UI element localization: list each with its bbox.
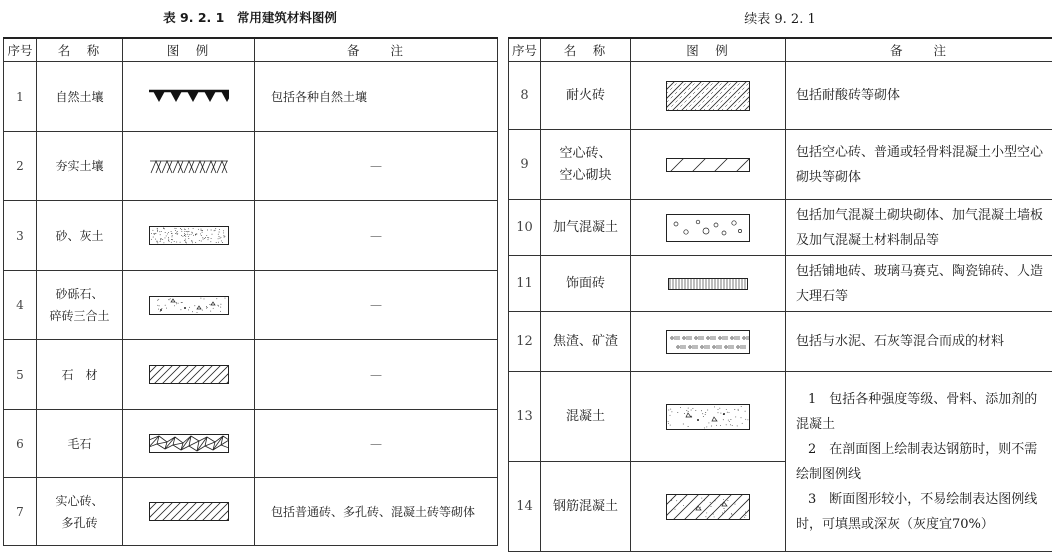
concrete-legend-icon xyxy=(631,372,786,462)
header-note: 备 注 xyxy=(255,38,498,62)
row-number: 4 xyxy=(4,271,37,340)
table-caption-left: 表 9. 2. 1 常用建筑材料图例 xyxy=(163,10,337,25)
slag-legend-icon xyxy=(631,312,786,372)
row-number: 13 xyxy=(509,372,541,462)
material-note: 包括空心砖、普通或轻骨料混凝土小型空心砌块等砌体 xyxy=(786,130,1052,200)
material-name xyxy=(541,200,631,256)
header-legend: 图 例 xyxy=(631,38,786,62)
row-number: 9 xyxy=(509,130,541,200)
row-number: 2 xyxy=(4,132,37,201)
table-row xyxy=(4,201,498,271)
concrete-note-item-3: 3 断面图形较小，不易绘制表达图例线时，可填黑或深灰（灰度宜70%） xyxy=(796,491,1038,532)
material-note: — xyxy=(255,201,498,271)
material-note: 包括与水泥、石灰等混合而成的材料 xyxy=(786,312,1052,372)
material-note: 包括普通砖、多孔砖、混凝土砖等砌体 xyxy=(255,478,498,546)
material-name xyxy=(37,62,123,132)
reinforced-concrete-legend-icon xyxy=(631,462,786,552)
brick-solid-legend-icon xyxy=(123,478,255,546)
material-name xyxy=(541,130,631,200)
material-note: 包括各种自然土壤 xyxy=(255,62,498,132)
material-name xyxy=(37,271,123,340)
material-name xyxy=(541,462,631,552)
material-name xyxy=(37,132,123,201)
material-note: — xyxy=(255,410,498,478)
material-name-line: 石 材 xyxy=(61,367,98,382)
rubble-legend-icon xyxy=(123,410,255,478)
table-row xyxy=(4,271,498,340)
table-caption-right: 续表 9. 2. 1 xyxy=(744,12,816,27)
firebrick-legend-icon xyxy=(631,62,786,130)
sand-lime-legend-icon xyxy=(123,201,255,271)
concrete-note-item-1: 1 包括各种强度等级、骨料、添加剂的混凝土 xyxy=(796,391,1038,432)
row-number: 3 xyxy=(4,201,37,271)
material-name-line: 焦渣、矿渣 xyxy=(552,333,618,349)
soil-natural-legend-icon xyxy=(123,62,255,132)
row-number: 6 xyxy=(4,410,37,478)
material-note: — xyxy=(255,271,498,340)
aerated-concrete-legend-icon xyxy=(631,200,786,256)
table-row xyxy=(4,478,498,546)
gravel-legend-icon xyxy=(123,271,255,340)
row-number: 1 xyxy=(4,62,37,132)
material-name-line: 加气混凝土 xyxy=(552,219,618,235)
row-number: 10 xyxy=(509,200,541,256)
material-note: 包括耐酸砖等砌体 xyxy=(786,62,1052,130)
row-number: 12 xyxy=(509,312,541,372)
table-row xyxy=(509,312,1052,372)
table-row xyxy=(509,256,1052,312)
material-name-line: 空心砖、 xyxy=(559,145,612,161)
material-name xyxy=(541,312,631,372)
header-num: 序号 xyxy=(4,38,37,62)
material-name-line: 实心砖、 xyxy=(55,493,104,508)
row-number: 5 xyxy=(4,340,37,410)
soil-compacted-legend-icon xyxy=(123,132,255,201)
material-name-line: 空心砌块 xyxy=(559,167,612,183)
material-name xyxy=(37,201,123,271)
table-header-row xyxy=(4,38,498,62)
material-name xyxy=(541,62,631,130)
table-header-row xyxy=(509,38,1052,62)
table-row xyxy=(509,372,1052,462)
header-num: 序号 xyxy=(509,38,541,62)
materials-table-right xyxy=(508,37,1052,552)
material-name-line: 混凝土 xyxy=(565,408,605,424)
hollow-brick-legend-icon xyxy=(631,130,786,200)
header-name: 名 称 xyxy=(541,38,631,62)
material-name-line: 耐火砖 xyxy=(565,87,605,103)
header-legend: 图 例 xyxy=(123,38,255,62)
material-note: 包括铺地砖、玻璃马赛克、陶瓷锦砖、人造大理石等 xyxy=(786,256,1052,312)
table-row xyxy=(509,200,1052,256)
row-number: 11 xyxy=(509,256,541,312)
material-name-line: 碎砖三合土 xyxy=(49,309,110,323)
materials-table-left xyxy=(3,37,498,546)
material-name-line: 自然土壤 xyxy=(55,89,104,104)
table-row xyxy=(4,340,498,410)
facing-tile-legend-icon xyxy=(631,256,786,312)
stone-legend-icon xyxy=(123,340,255,410)
material-name xyxy=(541,256,631,312)
material-note: — xyxy=(255,340,498,410)
table-row xyxy=(4,132,498,201)
concrete-shared-note xyxy=(786,372,1052,552)
material-name xyxy=(37,410,123,478)
row-number: 8 xyxy=(509,62,541,130)
row-number: 14 xyxy=(509,462,541,552)
table-row xyxy=(509,130,1052,200)
header-note: 备 注 xyxy=(786,38,1052,62)
material-name-line: 钢筋混凝土 xyxy=(552,498,618,514)
material-name-line: 毛石 xyxy=(67,436,92,451)
row-number: 7 xyxy=(4,478,37,546)
material-name xyxy=(37,340,123,410)
material-name-line: 砂砾石、 xyxy=(55,287,104,301)
material-name-line: 多孔砖 xyxy=(61,515,98,530)
table-row xyxy=(509,62,1052,130)
table-row xyxy=(4,410,498,478)
material-note: — xyxy=(255,132,498,201)
table-row xyxy=(4,62,498,132)
material-name-line: 夯实土壤 xyxy=(55,159,104,173)
concrete-note-item-2: 2 在剖面图上绘制表达钢筋时，则不需绘制图例线 xyxy=(796,441,1038,482)
material-name xyxy=(541,372,631,462)
material-name-line: 饰面砖 xyxy=(565,275,605,291)
material-name xyxy=(37,478,123,546)
header-name: 名 称 xyxy=(37,38,123,62)
material-note: 包括加气混凝土砌块砌体、加气混凝土墙板及加气混凝土材料制品等 xyxy=(786,200,1052,256)
material-name-line: 砂、灰土 xyxy=(55,228,104,243)
